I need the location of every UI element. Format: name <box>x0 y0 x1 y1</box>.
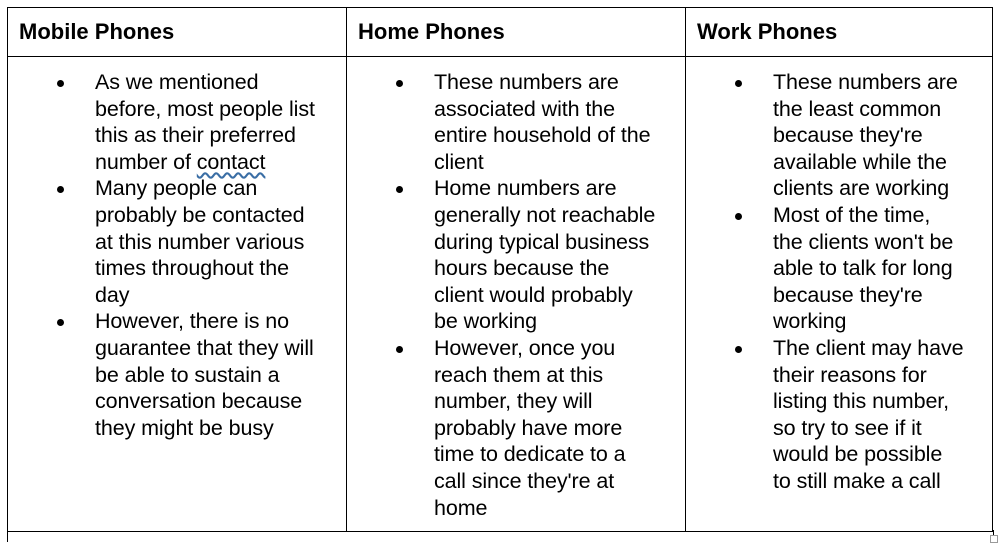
header-row <box>8 8 993 57</box>
list-item: However, once you reach them at this number, they will probably have more time to dedicate to a call since they're at home <box>347 335 685 521</box>
bullet-icon <box>57 80 64 87</box>
cell-mobile-phones <box>8 57 347 532</box>
list-item: Home numbers are generally not reachable during typical business hours because the client would probably be working <box>347 175 685 335</box>
list-item: Many people can probably be contacted at this number various times throughout the day <box>8 175 346 308</box>
cell-home-phones <box>347 57 686 532</box>
bullet-icon <box>735 80 742 87</box>
bullet-icon <box>735 346 742 353</box>
list-item: These numbers are associated with the entire household of the client <box>347 69 685 175</box>
list-item: However, there is no guarantee that they will be able to sustain a conversation because they might be busy <box>8 308 346 441</box>
list-item: The client may have their reasons for listing this number, so try to see if it would be possible to still make a call <box>686 335 992 495</box>
spellcheck-underlined-word[interactable]: contact <box>196 149 266 174</box>
phone-types-table <box>7 7 993 532</box>
header-home-phones: Home Phones <box>347 8 686 57</box>
header-mobile-phones: Mobile Phones <box>8 8 347 57</box>
bullet-icon <box>57 186 64 193</box>
bullet-icon <box>396 186 403 193</box>
list-item: These numbers are the least common because they're available while the clients are working <box>686 69 992 202</box>
list-item: As we mentioned before, most people list this as their preferred number of contact <box>8 69 346 175</box>
bullet-icon <box>57 319 64 326</box>
next-table-row-edge <box>7 530 994 542</box>
bullet-list-work <box>686 57 992 495</box>
bullet-icon <box>396 346 403 353</box>
list-item: Most of the time, the clients won't be able to talk for long because they're working <box>686 202 992 335</box>
bullet-list-mobile <box>8 57 346 441</box>
content-row <box>8 57 993 532</box>
cell-work-phones <box>686 57 993 532</box>
bullet-icon <box>735 213 742 220</box>
bullet-icon <box>396 80 403 87</box>
header-work-phones: Work Phones <box>686 8 993 57</box>
bullet-list-home <box>347 57 685 521</box>
